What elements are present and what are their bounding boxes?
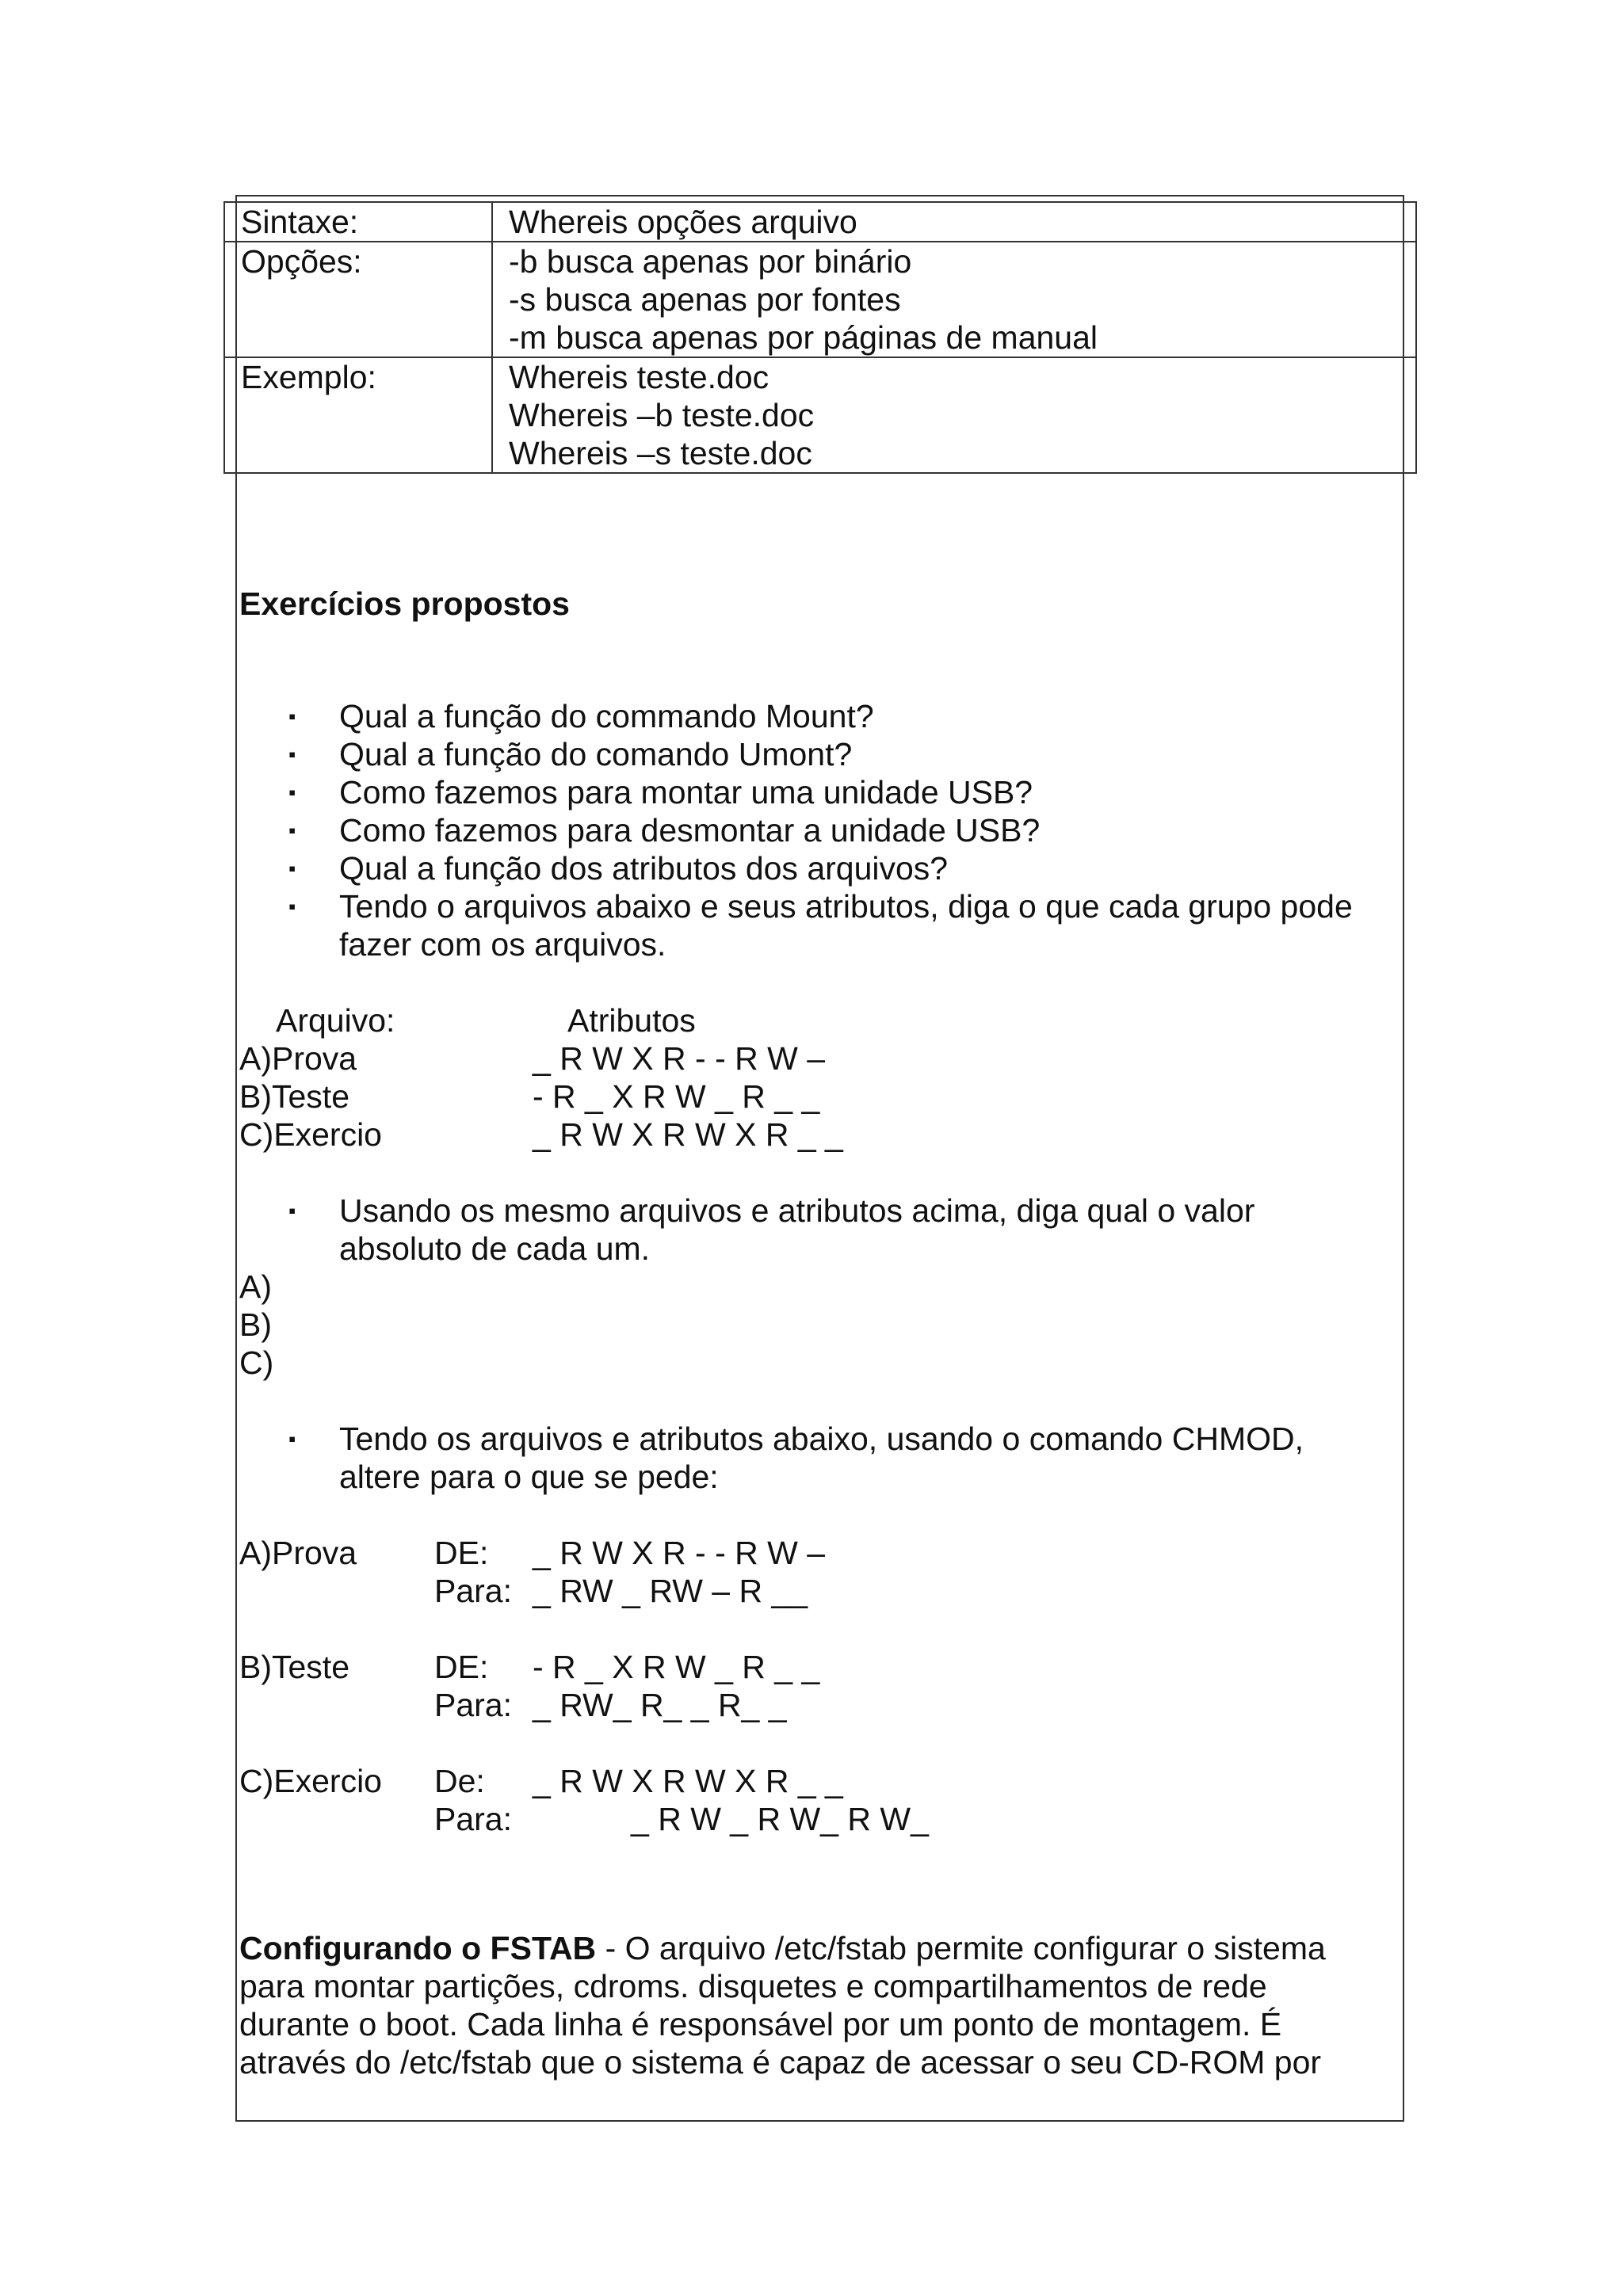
question-text: Usando os mesmo arquivos e atributos acima, diga qual o valor (339, 1192, 1255, 1229)
fstab-text: através do /etc/fstab que o sistema é capaz de acessar o seu CD-ROM por (239, 2044, 1322, 2081)
chmod-from-attrs: _ R W X R - - R W – (533, 1535, 825, 1571)
chmod-from-row (239, 1762, 1396, 1800)
fstab-first-line (239, 1929, 1396, 1967)
table-value-cell (492, 242, 1416, 357)
table-value-line: -s busca apenas por fontes (509, 281, 901, 318)
chmod-file-name: A)Prova (239, 1535, 357, 1571)
chmod-from-label: DE: (434, 1535, 489, 1571)
question-text: Tendo o arquivos abaixo e seus atributos, diga o que cada grupo pode (339, 888, 1353, 925)
table-row (224, 202, 1416, 242)
absolute-value-question (239, 1192, 1396, 1268)
bullet-square-icon: ▪ (288, 894, 296, 918)
chmod-from-label: De: (434, 1763, 485, 1799)
files-header-atributos: Atributos (567, 1002, 696, 1039)
file-row (239, 1039, 1396, 1077)
question-text: Como fazemos para desmontar a unidade USB? (339, 812, 1041, 849)
table-value-cell (492, 202, 1416, 242)
table-value-line: Whereis opções arquivo (509, 204, 857, 240)
question-text: Qual a função do comando Umont? (339, 736, 853, 772)
chmod-to-row (239, 1686, 1396, 1724)
answer-label-b: B) (239, 1306, 272, 1343)
list-item (239, 735, 1396, 773)
list-item (239, 773, 1396, 811)
table-row (224, 357, 1416, 473)
chmod-question (239, 1420, 1396, 1496)
list-item (239, 811, 1396, 849)
fstab-text: - O arquivo /etc/fstab permite configurar o sistema (596, 1930, 1326, 1966)
chmod-to-attrs: _ RW _ RW – R __ (533, 1573, 808, 1609)
list-item (239, 849, 1396, 887)
file-attrs: _ R W X R - - R W – (533, 1040, 825, 1077)
list-item (239, 697, 1396, 735)
question-text: Qual a função do commando Mount? (339, 698, 874, 734)
chmod-to-label: Para: (434, 1573, 512, 1609)
exercises-heading: Exercícios propostos (239, 585, 570, 622)
chmod-from-attrs: - R _ X R W _ R _ _ (533, 1649, 820, 1685)
chmod-from-label: DE: (434, 1649, 489, 1685)
whereis-syntax-table (223, 201, 1417, 474)
chmod-from-row (239, 1648, 1396, 1686)
bullet-square-icon: ▪ (288, 818, 296, 842)
file-attrs: - R _ X R W _ R _ _ (533, 1078, 820, 1115)
answer-label-a: A) (239, 1268, 272, 1305)
chmod-to-attrs: _ R W _ R W_ R W_ (631, 1801, 929, 1837)
file-name: B)Teste (239, 1078, 349, 1115)
table-label-cell: Opções: (224, 242, 492, 357)
table-value-line: -m busca apenas por páginas de manual (509, 319, 1098, 356)
files-header-arquivo: Arquivo: (276, 1002, 395, 1039)
question-text-continued: fazer com os arquivos. (339, 926, 666, 963)
bullet-square-icon: ▪ (288, 856, 296, 880)
table-value-line: Whereis teste.doc (509, 359, 769, 395)
file-row (239, 1116, 1396, 1154)
chmod-file-name: C)Exercio (239, 1763, 382, 1799)
bullet-square-icon: ▪ (288, 1199, 296, 1222)
chmod-to-label: Para: (434, 1801, 512, 1837)
table-value-line: Whereis –s teste.doc (509, 435, 812, 471)
fstab-text: durante o boot. Cada linha é responsável por um ponto de montagem. É (239, 2006, 1282, 2042)
question-text: Tendo os arquivos e atributos abaixo, usando o comando CHMOD, (339, 1421, 1304, 1457)
table-row (224, 242, 1416, 357)
table-label-cell: Exemplo: (224, 357, 492, 473)
list-item (239, 1192, 1396, 1268)
question-text-continued: absoluto de cada um. (339, 1230, 651, 1267)
chmod-to-row (239, 1800, 1396, 1838)
bullet-square-icon: ▪ (288, 742, 296, 766)
fstab-text: para montar partições, cdroms. disquetes e compartilhamentos de rede (239, 1968, 1267, 2004)
file-row (239, 1077, 1396, 1116)
chmod-to-row (239, 1572, 1396, 1610)
chmod-to-label: Para: (434, 1687, 512, 1723)
chmod-from-row (239, 1534, 1396, 1572)
chmod-to-attrs: _ RW_ R_ _ R_ _ (533, 1687, 787, 1723)
table-value-line: Whereis –b teste.doc (509, 397, 815, 433)
chmod-file-name: B)Teste (239, 1649, 349, 1685)
chmod-from-attrs: _ R W X R W X R _ _ (533, 1763, 843, 1799)
fstab-title: Configurando o FSTAB (239, 1930, 597, 1966)
table-value-cell (492, 357, 1416, 473)
file-name: C)Exercio (239, 1116, 382, 1153)
bullet-square-icon: ▪ (288, 704, 296, 728)
list-item (239, 887, 1396, 963)
question-text: Como fazemos para montar uma unidade USB? (339, 774, 1033, 810)
files-header-row (239, 1001, 1396, 1039)
list-item (239, 1420, 1396, 1496)
question-text: Qual a função dos atributos dos arquivos? (339, 850, 949, 887)
bullet-square-icon: ▪ (288, 1427, 296, 1451)
bullet-square-icon: ▪ (288, 780, 296, 804)
file-attrs: _ R W X R W X R _ _ (533, 1116, 843, 1153)
question-text-continued: altere para o que se pede: (339, 1459, 719, 1495)
table-value-line: -b busca apenas por binário (509, 243, 912, 280)
file-name: A)Prova (239, 1040, 357, 1077)
answer-label-c: C) (239, 1344, 274, 1381)
exercise-question-list (239, 697, 1396, 963)
table-label-cell: Sintaxe: (224, 202, 492, 242)
fstab-paragraph (239, 1929, 1396, 2081)
